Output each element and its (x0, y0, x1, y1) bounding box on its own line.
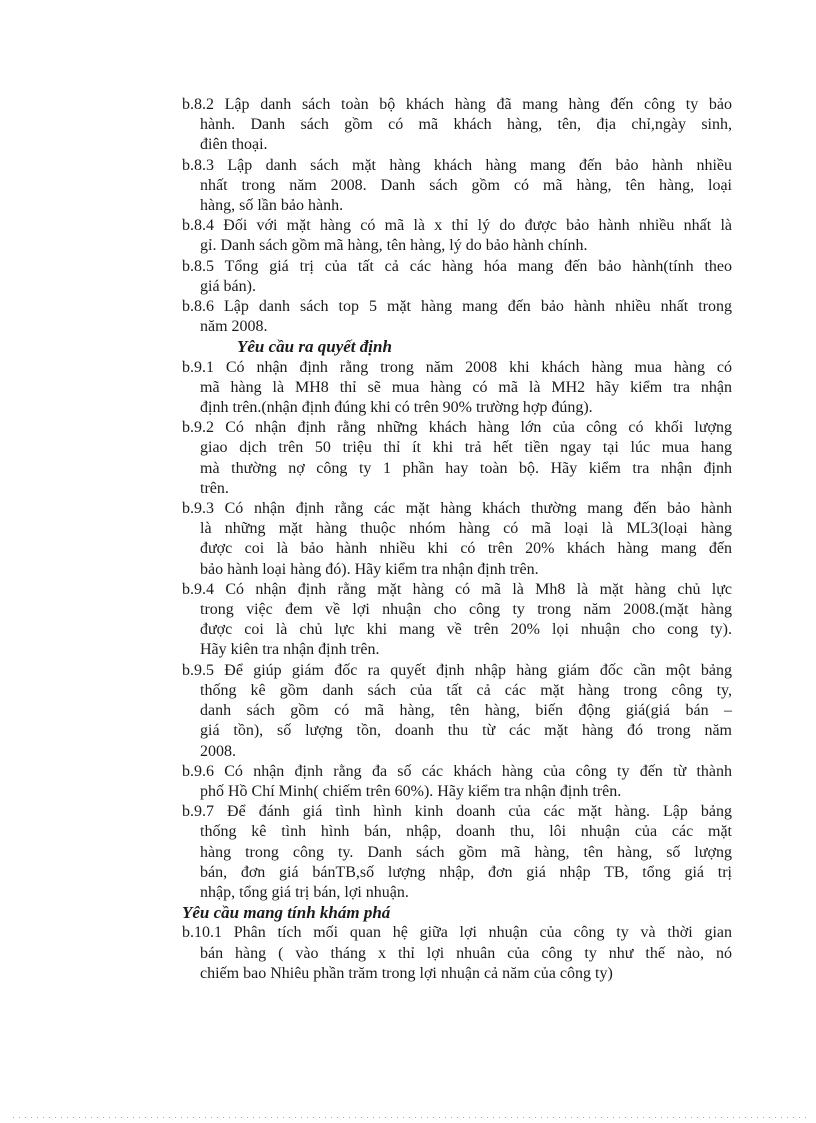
item-number: b.9.1 (182, 358, 214, 376)
list-item (182, 499, 732, 580)
text-line: được coi là bảo hành nhiều khi có trên 20% khách hàng mang đến (200, 540, 732, 558)
text-line: phố Hồ Chí Minh( chiếm trên 60%). Hãy kiểm tra nhận định trên. (200, 782, 622, 800)
text-line: thống kê tình hình bán, nhập, doanh thu, lôi nhuận của các mặt (200, 823, 732, 841)
text-line: hàng trong công ty. Danh sách gồm mã hàng, tên hàng, số lượng (200, 843, 732, 861)
item-number: b.9.5 (182, 661, 214, 679)
item-number: b.9.2 (182, 419, 214, 437)
item-number: b.10.1 (182, 924, 222, 942)
text-line: nhập, tổng giá trị bán, lợi nhuận. (200, 883, 409, 901)
section-heading: Yêu cầu mang tính khám phá (182, 903, 391, 923)
text-line: b.9.2 Có nhận định rằng những khách hàng lớn của công có khối lượng (182, 419, 732, 437)
item-number: b.9.7 (182, 803, 214, 821)
list-item (182, 923, 732, 984)
text-line: giao dịch trên 50 triệu thỉ ít khi trả hết tiền ngay tại lúc mua hang (200, 439, 732, 457)
text-line: bán hàng ( vào tháng x thỉ lợi nhuân của công ty như thế nào, nó (200, 944, 732, 962)
text-line: giá bán). (200, 277, 256, 295)
item-number: b.8.2 (182, 96, 214, 113)
text-line: điên thoại. (200, 136, 268, 154)
list-item (182, 418, 732, 499)
text-line: hành. Danh sách gồm có mã khách hàng, tên, địa chỉ,ngày sinh, (200, 116, 732, 134)
text-line: b.9.7 Để đánh giá tình hình kinh doanh của các mặt hàng. Lập bảng (182, 803, 732, 821)
list-item (182, 95, 732, 156)
item-number: b.8.4 (182, 217, 214, 235)
text-line: trong việc đem về lợi nhuận cho công ty trong năm 2008.(mặt hàng (200, 601, 732, 619)
text-line: định trên.(nhận định đúng khi có trên 90% trường hợp đúng). (200, 399, 593, 417)
text-line: giá tồn), số lượng tồn, doanh thu từ các mặt hàng đó trong năm (200, 722, 732, 740)
text-line: mã hàng là MH8 thỉ sẽ mua hàng có mã là MH2 hãy kiểm tra nhận (200, 378, 732, 396)
text-line: b.9.6 Có nhận định rằng đa số các khách hàng của công ty đến từ thành (182, 762, 732, 780)
text-line: danh sách gồm có mã hàng, tên hàng, biến động giá(giá bán – (200, 702, 732, 720)
list-item (182, 216, 732, 256)
list-item (182, 257, 732, 297)
text-line: b.8.3 Lập danh sách mặt hàng khách hàng mang đến bảo hành nhiều (182, 156, 732, 174)
list-item (182, 156, 732, 217)
text-line: là những mặt hàng thuộc nhóm hàng có mã loại là ML3(loại hàng (200, 520, 732, 538)
text-line: bán, đơn giá bánTB,số lượng nhập, đơn giá nhập TB, tổng giá trị (200, 863, 732, 881)
item-number: b.8.6 (182, 298, 214, 316)
text-line: 2008. (200, 742, 236, 760)
text-line: gỉ. Danh sách gồm mã hàng, tên hàng, lý do bảo hành chính. (200, 237, 588, 255)
list-item (182, 661, 732, 762)
list-item (182, 802, 732, 903)
text-line: bảo hành loại hàng đó). Hãy kiểm tra nhận định trên. (200, 560, 539, 578)
list-item (182, 762, 732, 802)
item-number: b.9.3 (182, 500, 214, 518)
text-line: năm 2008. (200, 318, 268, 336)
item-number: b.8.3 (182, 156, 214, 174)
item-number: b.8.5 (182, 257, 214, 275)
text-line: hàng, số lần bảo hành. (200, 197, 344, 215)
page-bottom-dotted-line (13, 1116, 807, 1118)
item-number: b.9.4 (182, 580, 214, 598)
list-item (182, 358, 732, 419)
item-number: b.9.6 (182, 762, 214, 780)
text-line: b.10.1 Phân tích mối quan hệ giữa lợi nhuận của công ty và thời gian (182, 924, 732, 942)
text-line: b.8.6 Lập danh sách top 5 mặt hàng mang đến bảo hành nhiều nhất trong (182, 298, 732, 316)
document-content (182, 95, 732, 984)
section-heading: Yêu cầu ra quyết định (237, 337, 392, 357)
list-item (182, 580, 732, 661)
text-line: thống kê gồm danh sách của tất cả các mặt hàng trong công ty, (200, 681, 732, 699)
text-line: Hãy kiên tra nhận định trên. (200, 641, 380, 659)
text-line: nhất trong năm 2008. Danh sách gồm có mã hàng, tên hàng, loại (200, 176, 732, 194)
text-line: b.9.1 Có nhận định rằng trong năm 2008 khi khách hàng mua hàng có (182, 358, 732, 376)
text-line: b.8.2 Lập danh sách toàn bộ khách hàng đã mang hàng đến công ty bảo (182, 96, 732, 113)
text-line: b.9.5 Để giúp giám đốc ra quyết định nhập hàng giám đốc cần một bảng (182, 661, 732, 679)
text-line: trên. (200, 479, 229, 497)
text-line: b.9.4 Có nhận định rằng mặt hàng có mã là Mh8 là mặt hàng chủ lực (182, 580, 732, 598)
text-line: b.8.4 Đối với mặt hàng có mã là x thỉ lý do được bảo hành nhiều nhất là (182, 217, 732, 235)
list-item (182, 297, 732, 337)
text-line: b.9.3 Có nhận định rằng các mặt hàng khách thường mang đến bảo hành (182, 500, 732, 518)
text-line: chiếm bao Nhiêu phần trăm trong lợi nhuận cả năm của công ty) (200, 964, 613, 982)
text-line: được coi là chủ lực khi mang về trên 20% lọi nhuận cho cong ty). (200, 621, 732, 639)
text-line: b.8.5 Tổng giá trị của tất cả các hàng hóa mang đến bảo hành(tính theo (182, 257, 732, 275)
text-line: mà thường nợ công ty 1 phần hay toàn bộ. Hãy kiểm tra nhận định (200, 459, 732, 477)
